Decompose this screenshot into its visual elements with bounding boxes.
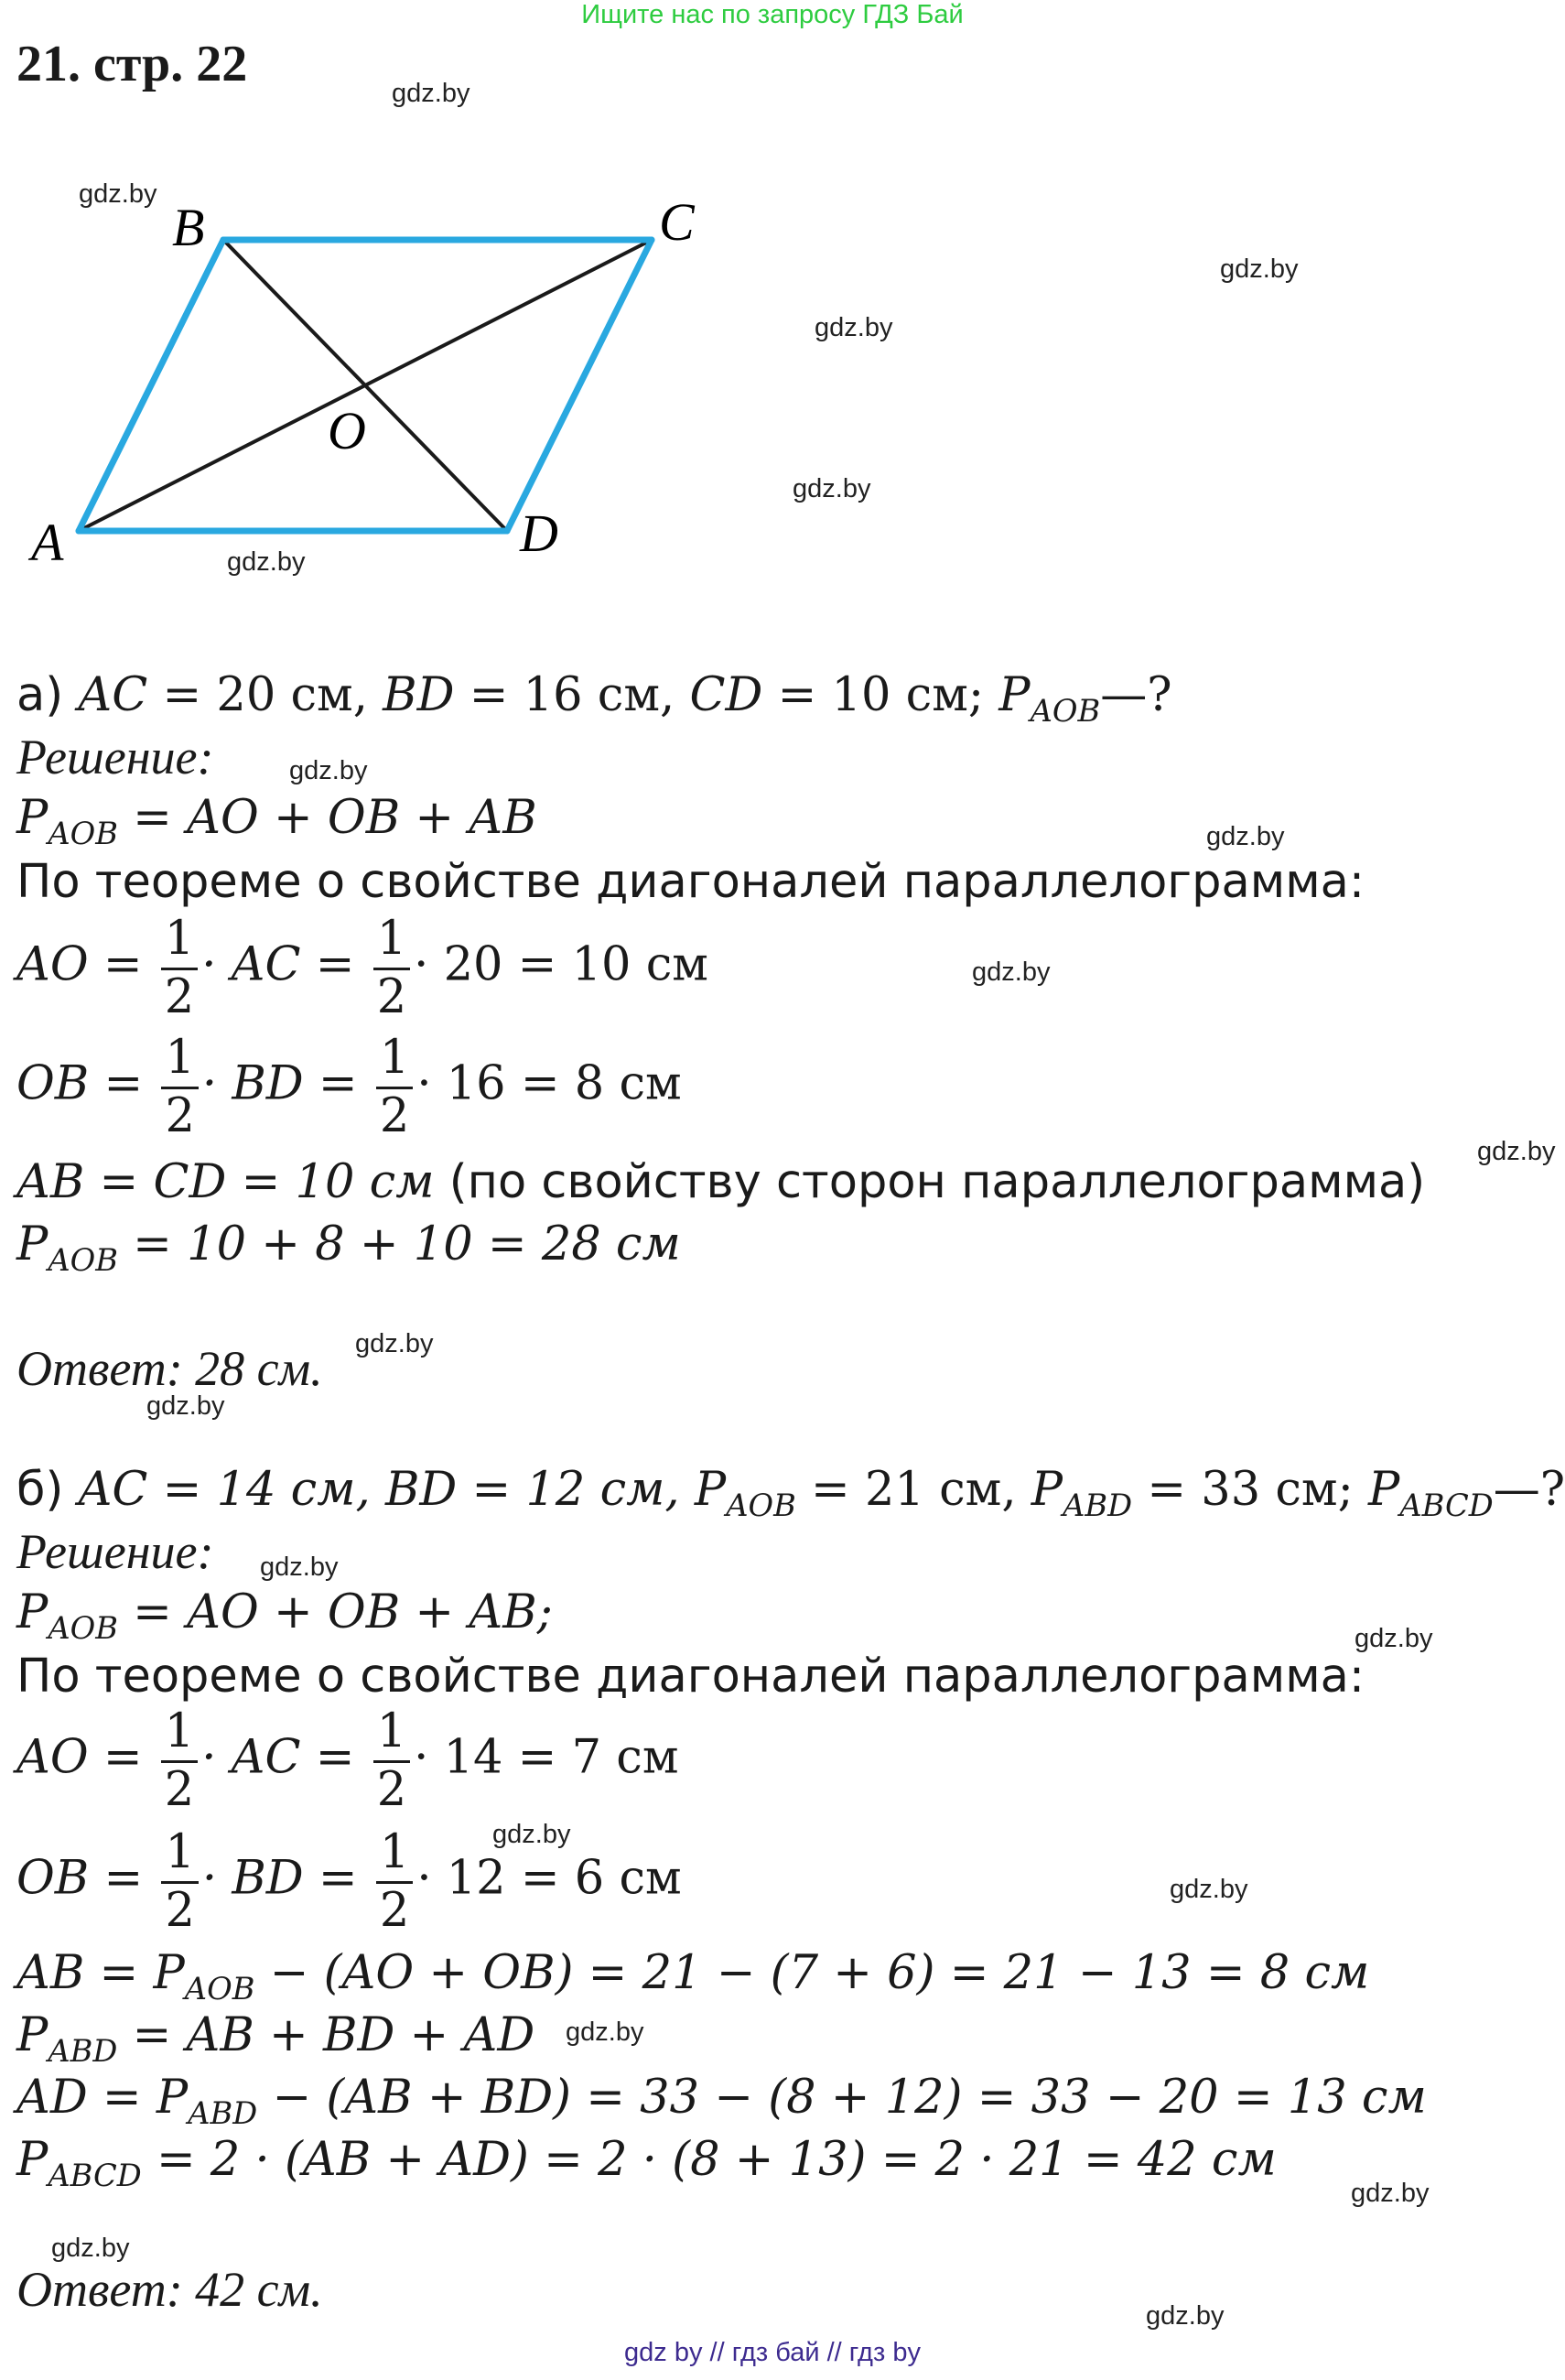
side-ab: [79, 240, 223, 531]
part-a-perimeter-result: $P_{AOB} = 10 + 8 + 10 = 28$ см: [16, 1217, 681, 1278]
part-b-ob-line: OB = $\frac{1}{2}$ · BD = $\frac{1}{2}$ · 12 = 6 см: [16, 1825, 682, 1938]
part-b-pabd-line: $P_{ABD}$ = AB + BD + AD: [16, 2008, 535, 2069]
watermark: gdz.by: [1170, 1875, 1248, 1904]
watermark: gdz.by: [51, 2234, 130, 2263]
part-b-pabcd-line: $P_{ABCD} = 2 \cdot (AB + AD) = 2 \cdot (8 + 13) = 2 \cdot 21 = 42$ см: [16, 2133, 1277, 2193]
watermark: gdz.by: [392, 79, 470, 108]
part-a-theorem-text: По теореме о свойстве диагоналей параллелограмма:: [16, 855, 1365, 909]
watermark: gdz.by: [793, 474, 871, 503]
point-label-o: O: [328, 401, 366, 460]
watermark: gdz.by: [355, 1329, 434, 1358]
vertex-label-a: A: [31, 513, 64, 572]
vertex-label-b: B: [172, 198, 205, 257]
watermark: gdz.by: [260, 1552, 339, 1582]
diagonal-bd: [223, 240, 507, 531]
part-a-answer: Ответ: 28 см.: [16, 1341, 323, 1396]
vertex-label-c: C: [659, 192, 695, 252]
part-b-solution-label: Решение:: [16, 1524, 214, 1579]
part-b-ao-line: AO = $\frac{1}{2}$ · AC = $\frac{1}{2}$ · 14 = 7 см: [16, 1704, 679, 1817]
watermark: gdz.by: [1206, 822, 1285, 851]
watermark: gdz.by: [1351, 2179, 1430, 2208]
page-title: 21. стр. 22: [16, 36, 248, 92]
top-banner[interactable]: Ищите нас по запросу ГДЗ Бай: [581, 0, 964, 29]
part-a-ob-line: OB = $\frac{1}{2}$ · BD = $\frac{1}{2}$ · 16 = 8 см: [16, 1031, 682, 1143]
part-b-ab-line: AB = $P_{AOB} - (AO + OB) = 21 - (7 + 6) = 21 - 13 = 8$ см: [16, 1946, 1370, 2007]
part-b-ad-line: AD = $P_{ABD} - (AB + BD) = 33 - (8 + 12) = 33 - 20 = 13$ см: [16, 2071, 1427, 2131]
part-b-theorem-text: По теореме о свойстве диагоналей параллелограмма:: [16, 1650, 1365, 1704]
watermark: gdz.by: [1477, 1137, 1556, 1166]
side-cd: [507, 240, 652, 531]
watermark: gdz.by: [289, 756, 368, 785]
watermark: gdz.by: [227, 547, 306, 577]
parallelogram-figure: [0, 165, 732, 586]
watermark: gdz.by: [1355, 1624, 1433, 1653]
watermark: gdz.by: [1146, 2301, 1225, 2331]
watermark: gdz.by: [1220, 254, 1299, 284]
footer-links[interactable]: gdz by // гдз бай // гдз by: [624, 2338, 921, 2367]
watermark: gdz.by: [815, 313, 893, 342]
part-b-perimeter-formula: $P_{AOB}$ = AO + OB + AB;: [16, 1585, 553, 1646]
part-a-ab-line: AB = CD = 10 см (по свойству сторон параллелограмма): [16, 1155, 1426, 1209]
watermark: gdz.by: [79, 179, 157, 209]
watermark: gdz.by: [492, 1820, 571, 1849]
part-a-perimeter-formula: $P_{AOB}$ = AO + OB + AB: [16, 791, 537, 851]
part-a-solution-label: Решение:: [16, 730, 214, 784]
watermark: gdz.by: [146, 1391, 225, 1421]
watermark: gdz.by: [972, 957, 1051, 987]
part-b-given: б) AC = 14 см, BD = 12 см, $P_{AOB} = 21$ см, $P_{ABD} = 33$ см; $P_{ABCD}—$?: [16, 1463, 1565, 1523]
part-a-ao-line: AO = $\frac{1}{2}$ · AC = $\frac{1}{2}$ · 20 = 10 см: [16, 912, 708, 1024]
watermark: gdz.by: [566, 2018, 644, 2047]
part-a-given: а) AC = 20 см, BD = 16 см, CD = 10 см; $P_{AOB}—$?: [16, 668, 1172, 729]
part-b-answer: Ответ: 42 см.: [16, 2262, 323, 2317]
vertex-label-d: D: [520, 503, 558, 563]
